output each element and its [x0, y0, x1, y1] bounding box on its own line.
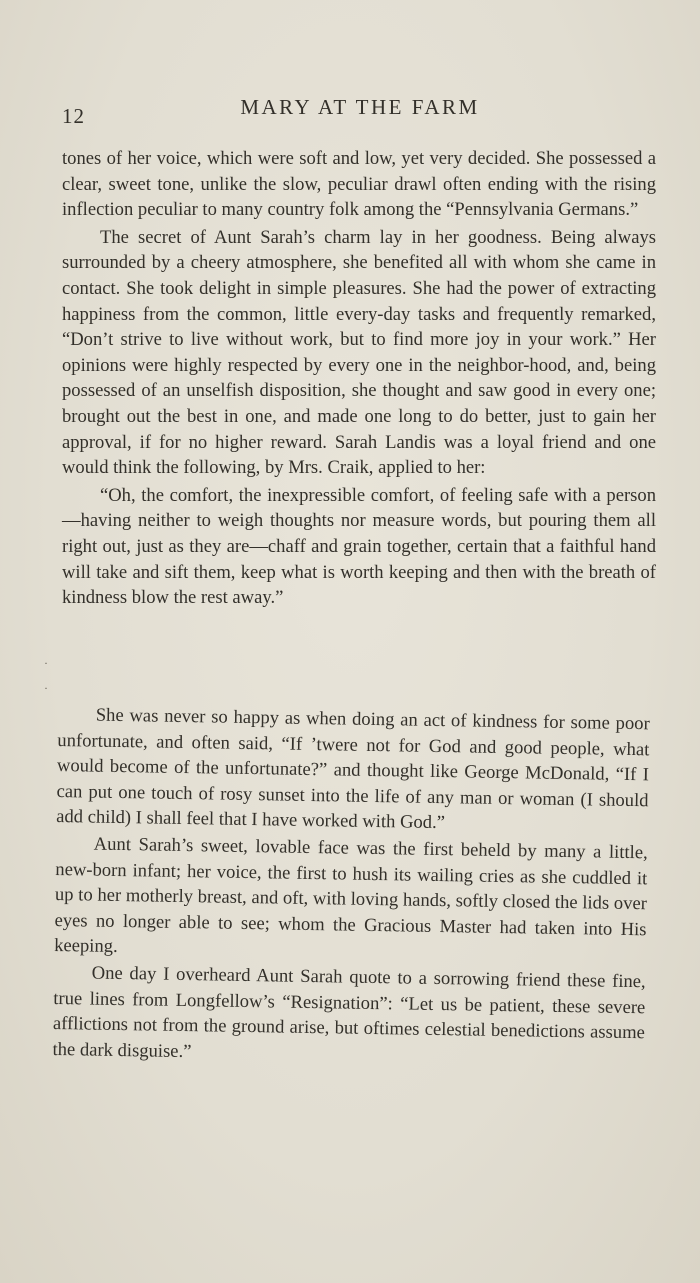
paragraph: tones of her voice, which were soft and low, yet very decided. She possessed a clear, sweet tone, unlike the slow, peculiar drawl often ending with the rising inflection peculiar to many country folk among the “Pennsylvania Germans.”	[62, 148, 656, 221]
paragraph: Aunt Sarah’s sweet, lovable face was the first beheld by many a little, new-born infant; her voice, the first to hush its wailing cries as she cuddled it up to her motherly breast, and oft, with loving hands, softly closed the lids over eyes no longer able to see; whom the Gracious Master had taken into His keeping.	[54, 833, 648, 958]
page-number: 12	[62, 104, 85, 128]
paragraph: One day I overheard Aunt Sarah quote to a sorrowing friend these fine, true lines from Longfellow’s “Resignation”: “Let us be patient, these severe afflictions not from the ground arise, but oftimes celestial benedictions assume the dark disguise.”	[52, 962, 646, 1062]
body-text-lower	[52, 702, 650, 1073]
running-title: MARY AT THE FARM	[240, 95, 480, 119]
quote-paragraph: “Oh, the comfort, the inexpressible comfort, of feeling safe with a person—having neither to weigh thoughts nor measure words, but pouring them all right out, just as they are—chaff and grain together, certain that a faithful hand will take and sift them, keep what is worth keeping and then with the breath of kindness blow the rest away.”	[62, 484, 656, 609]
paragraph: The secret of Aunt Sarah’s charm lay in her goodness. Being always surrounded by a cheery atmosphere, she benefited all with whom she came in contact. She took delight in simple pleasures. She had the power of extracting happiness from the common, little every-day tasks and frequently remarked, “Don’t strive to live without work, but to find more joy in your work.” Her opinions were highly respected by every one in the neighbor-hood, and, being possessed of an unselfish disposition, she thought and saw good in every one; brought out the best in one, and made one long to do better, just to gain her approval, if for no higher reward. Sarah Landis was a loyal friend and one would think the following, by Mrs. Craik, applied to her:	[62, 226, 656, 479]
paragraph: She was never so happy as when doing an act of kindness for some poor unfortunate, and often said, “If ’twere not for God and good people, what would become of the unfortunate?” and thought like George McDonald, “If I can put one touch of rosy sunset into the life of any man or woman (I should add child) I shall feel that I have worked with God.”	[56, 704, 650, 834]
margin-mark: ·	[44, 681, 48, 695]
margin-mark: ·	[44, 656, 48, 670]
body-text-upper	[62, 146, 656, 613]
